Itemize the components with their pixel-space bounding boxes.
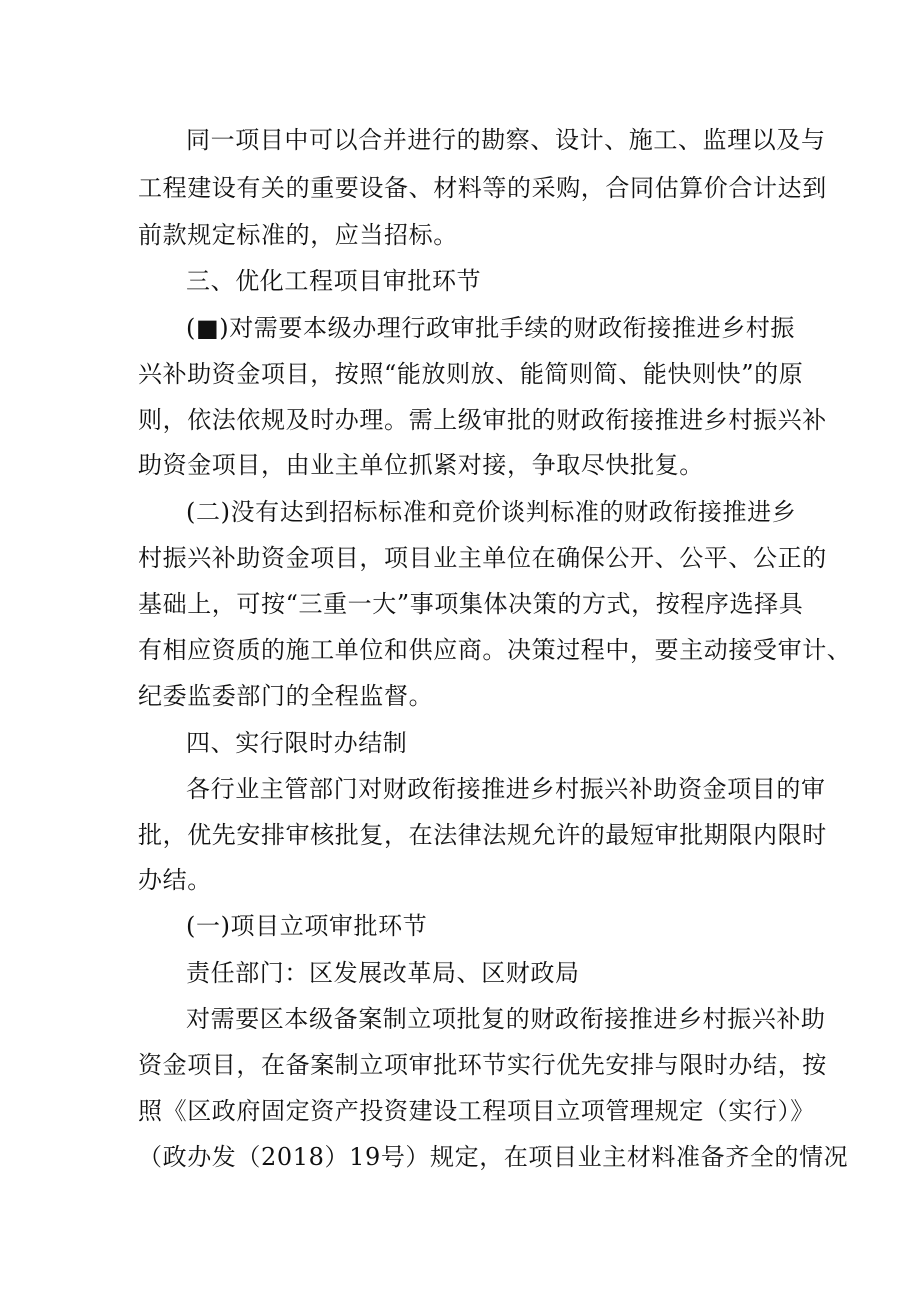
section-heading: 四、实行限时办结制 <box>186 729 408 757</box>
text-line: (■)对需要本级办理行政审批手续的财政衔接推进乡村振 <box>186 314 796 342</box>
text-line: 责任部门：区发展改革局、区财政局 <box>186 959 580 987</box>
text-line: 照《区政府固定资产投资建设工程项目立项管理规定（实行）》 <box>138 1097 815 1125</box>
text-line: 前款规定标准的，应当招标。 <box>138 221 458 249</box>
text-line: 批，优先安排审核批复，在法律法规允许的最短审批期限内限时 <box>138 821 827 849</box>
text-line: 同一项目中可以合并进行的勘察、设计、施工、监理以及与 <box>186 126 826 154</box>
text-line: 办结。 <box>138 866 212 894</box>
text-line: 基础上，可按“三重一大”事项集体决策的方式，按程序选择具 <box>138 590 804 618</box>
text-line: 纪委监委部门的全程监督。 <box>138 682 434 710</box>
text-line: 对需要区本级备案制立项批复的财政衔接推进乡村振兴补助 <box>186 1005 826 1033</box>
text-line: 工程建设有关的重要设备、材料等的采购，合同估算价合计达到 <box>138 174 827 202</box>
text-line: （政办发（2018）19号）规定，在项目业主材料准备齐全的情况 <box>138 1143 849 1171</box>
text-line: 助资金项目，由业主单位抓紧对接，争取尽快批复。 <box>138 451 704 479</box>
subsection-heading: (一)项目立项审批环节 <box>186 912 428 940</box>
text-line: 村振兴补助资金项目，项目业主单位在确保公开、公平、公正的 <box>138 544 827 572</box>
text-line: 兴补助资金项目，按照“能放则放、能简则简、能快则快”的原 <box>138 360 804 388</box>
text-line: 资金项目，在备案制立项审批环节实行优先安排与限时办结，按 <box>138 1051 827 1079</box>
text-line: 有相应资质的施工单位和供应商。决策过程中，要主动接受审计、 <box>138 636 852 664</box>
text-line: 各行业主管部门对财政衔接推进乡村振兴补助资金项目的审 <box>186 775 826 803</box>
text-line: 则，依法依规及时办理。需上级审批的财政衔接推进乡村振兴补 <box>138 406 827 434</box>
text-line: (二)没有达到招标标准和竞价谈判标准的财政衔接推进乡 <box>186 498 797 526</box>
section-heading: 三、优化工程项目审批环节 <box>186 267 482 295</box>
